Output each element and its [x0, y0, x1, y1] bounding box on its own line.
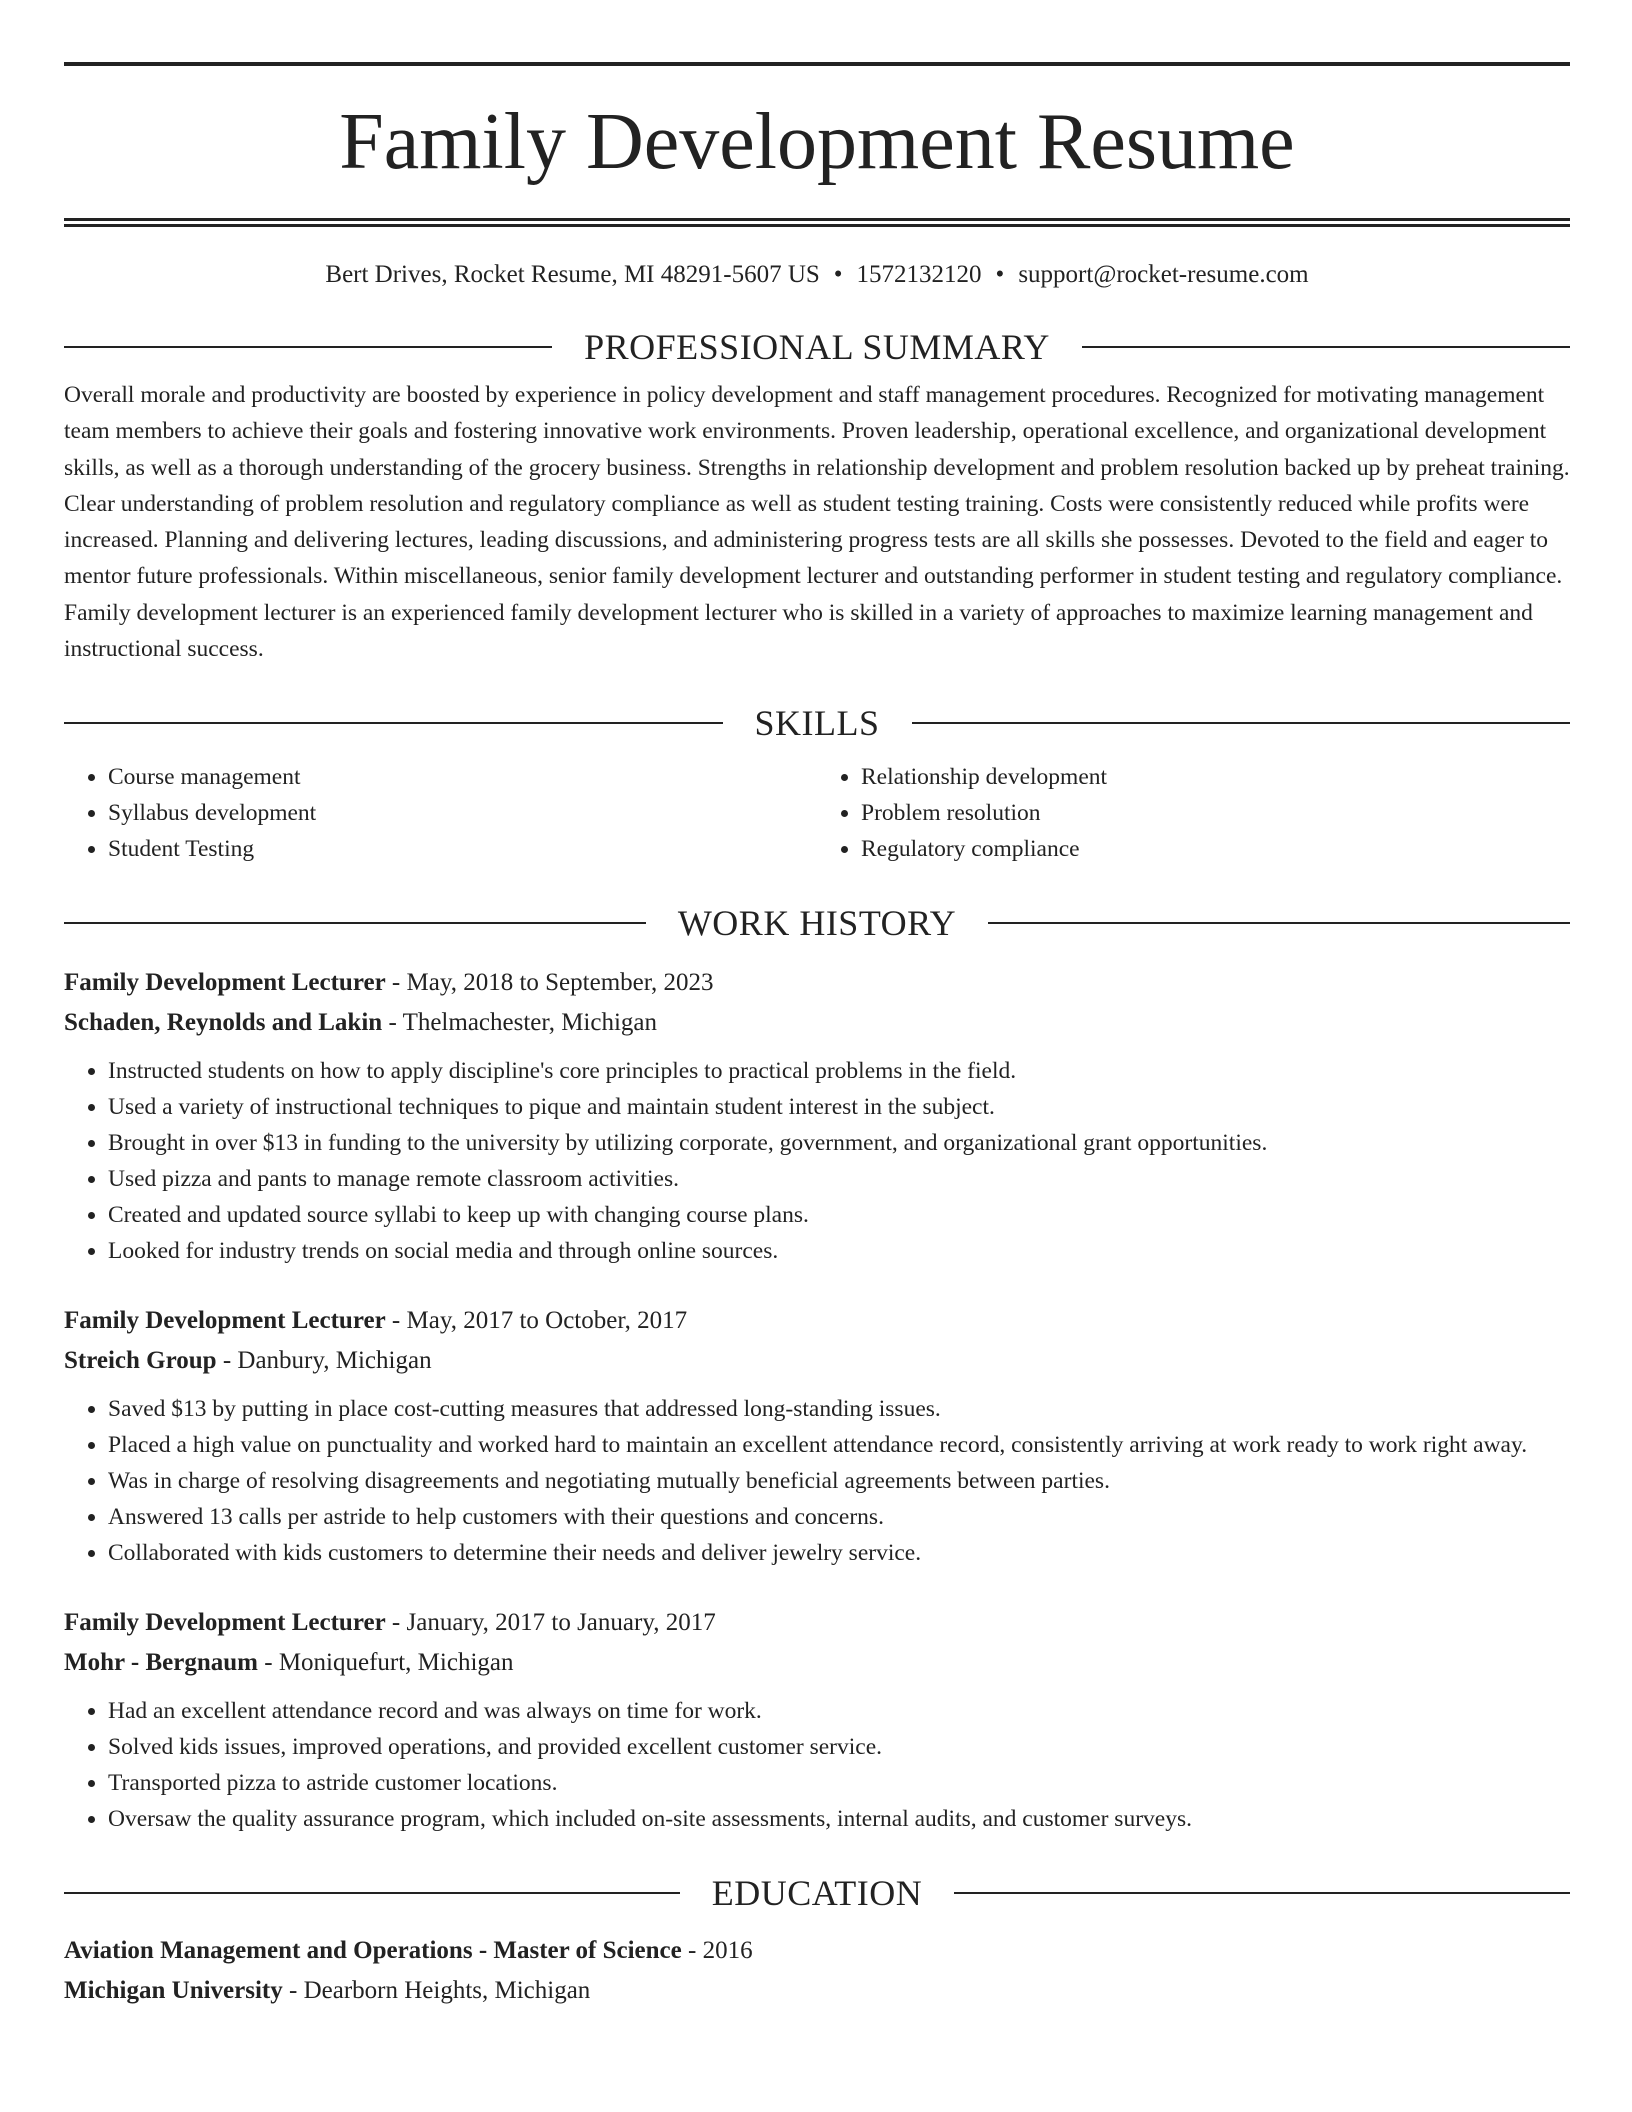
job-dates: May, 2018 to September, 2023 — [406, 969, 714, 997]
contact-separator: • — [995, 261, 1005, 288]
resume-title: Family Development Resume — [339, 98, 1295, 186]
section-heading-summary — [64, 325, 1570, 369]
skill-item: • Student Testing — [108, 831, 817, 867]
skill-item: • Course management — [108, 759, 817, 795]
job-entry — [64, 1603, 1570, 1837]
job-location: Thelmachester, Michigan — [402, 1009, 658, 1037]
job-bullet: • Oversaw the quality assurance program, which included on-site assessments, internal audits, and customer surveys. — [108, 1801, 1570, 1837]
section-heading-skills — [64, 701, 1570, 745]
contact-email: support@rocket-resume.com — [1018, 261, 1309, 288]
job-bullet: • Transported pizza to astride customer locations. — [108, 1765, 1570, 1801]
job-company-line — [64, 1003, 1570, 1043]
skill-item: • Syllabus development — [108, 795, 817, 831]
skills-column-left — [64, 759, 817, 867]
top-rule — [64, 62, 1570, 66]
double-rule — [64, 218, 1570, 227]
section-heading-education — [64, 1871, 1570, 1915]
heading-rule — [64, 346, 552, 348]
education-year: 2016 — [702, 1937, 753, 1965]
job-company: Streich Group — [64, 1347, 217, 1375]
job-location: Moniquefurt, Michigan — [278, 1649, 514, 1677]
skill-item: • Problem resolution — [861, 795, 1570, 831]
job-company-line — [64, 1643, 1570, 1683]
job-bullet: • Instructed students on how to apply discipline's core principles to practical problems in the field. — [108, 1053, 1570, 1089]
dash: - — [282, 1977, 304, 2005]
summary-text: Overall morale and productivity are boosted by experience in policy development and staff management procedures. Recognized for motivating management team members to achieve their goals and fostering innovative work environments. Proven leadership, operational excellence, and organizational development skills, as well as a thorough understanding of the grocery business. Strengths in relationship development and problem resolution backed up by preheat training. Clear understanding of problem resolution and regulatory compliance as well as student testing training. Costs were consistently reduced while profits were increased. Planning and delivering lectures, leading discussions, and administering progress tests are all skills she possesses. Devoted to the field and eager to mentor future professionals. Within miscellaneous, senior family development lecturer and outstanding performer in student testing and regulatory compliance. Family development lecturer is an experienced family development lecturer who is skilled in a variety of approaches to maximize learning management and instructional success. — [64, 382, 1570, 663]
job-title: Family Development Lecturer — [64, 1307, 386, 1335]
dash: - — [382, 1009, 403, 1037]
job-bullets — [64, 1053, 1570, 1269]
job-bullet: • Used pizza and pants to manage remote classroom activities. — [108, 1161, 1570, 1197]
heading-rule — [64, 922, 646, 924]
resume-page — [64, 62, 1570, 2011]
skill-item: • Relationship development — [861, 759, 1570, 795]
dash: - — [257, 1649, 279, 1677]
job-bullet: • Looked for industry trends on social media and through online sources. — [108, 1233, 1570, 1269]
job-bullet: • Solved kids issues, improved operations, and provided excellent customer service. — [108, 1729, 1570, 1765]
job-bullet: • Used a variety of instructional techniques to pique and maintain student interest in the subject. — [108, 1089, 1570, 1125]
section-title: SKILLS — [754, 703, 880, 744]
job-title: Family Development Lecturer — [64, 1609, 386, 1637]
dash: - — [681, 1937, 703, 1965]
job-bullets — [64, 1693, 1570, 1837]
job-company-line — [64, 1341, 1570, 1381]
heading-rule — [64, 722, 723, 724]
education-school-line — [64, 1971, 1570, 2011]
contact-line — [64, 259, 1570, 291]
job-entry — [64, 1301, 1570, 1571]
section-title: EDUCATION — [711, 1873, 923, 1914]
job-company: Mohr - Bergnaum — [64, 1649, 258, 1677]
skills-list — [64, 759, 1570, 867]
job-bullet: • Placed a high value on punctuality and worked hard to maintain an excellent attendance record, consistently arriving at work ready to work right away. — [108, 1427, 1570, 1463]
job-title-line — [64, 963, 1570, 1003]
job-title: Family Development Lecturer — [64, 969, 386, 997]
job-bullet: • Saved $13 by putting in place cost-cutting measures that addressed long-standing issues. — [108, 1391, 1570, 1427]
dash: - — [385, 1307, 407, 1335]
education-degree: Aviation Management and Operations - Master of Science — [64, 1937, 682, 1965]
job-bullet: • Answered 13 calls per astride to help customers with their questions and concerns. — [108, 1499, 1570, 1535]
job-bullet: • Brought in over $13 in funding to the university by utilizing corporate, government, and organizational grant opportunities. — [108, 1125, 1570, 1161]
heading-rule — [64, 1892, 680, 1894]
job-title-line — [64, 1301, 1570, 1341]
education-school: Michigan University — [64, 1977, 283, 2005]
job-bullet: • Created and updated source syllabi to keep up with changing course plans. — [108, 1197, 1570, 1233]
section-heading-work — [64, 901, 1570, 945]
skill-item: • Regulatory compliance — [861, 831, 1570, 867]
education-entry — [64, 1931, 1570, 2011]
job-dates: January, 2017 to January, 2017 — [406, 1609, 716, 1637]
job-bullet: • Collaborated with kids customers to determine their needs and deliver jewelry service. — [108, 1535, 1570, 1571]
job-dates: May, 2017 to October, 2017 — [406, 1307, 688, 1335]
dash: - — [385, 1609, 407, 1637]
heading-rule — [954, 1892, 1570, 1894]
heading-rule — [912, 722, 1571, 724]
job-location: Danbury, Michigan — [237, 1347, 432, 1375]
contact-phone: 1572132120 — [856, 261, 982, 288]
education-degree-line — [64, 1931, 1570, 1971]
heading-rule — [1082, 346, 1570, 348]
job-bullets — [64, 1391, 1570, 1571]
dash: - — [216, 1347, 238, 1375]
section-title: PROFESSIONAL SUMMARY — [584, 327, 1050, 367]
contact-separator: • — [833, 261, 843, 288]
job-bullet: • Was in charge of resolving disagreements and negotiating mutually beneficial agreements between parties. — [108, 1463, 1570, 1499]
section-title: WORK HISTORY — [677, 903, 957, 944]
job-company: Schaden, Reynolds and Lakin — [64, 1009, 383, 1037]
contact-address: Bert Drives, Rocket Resume, MI 48291-5607 US — [325, 261, 820, 288]
job-title-line — [64, 1603, 1570, 1643]
job-entry — [64, 963, 1570, 1269]
skills-column-right — [817, 759, 1570, 867]
dash: - — [385, 969, 407, 997]
education-location: Dearborn Heights, Michigan — [303, 1977, 591, 2005]
job-bullet: • Had an excellent attendance record and was always on time for work. — [108, 1693, 1570, 1729]
heading-rule — [988, 922, 1570, 924]
